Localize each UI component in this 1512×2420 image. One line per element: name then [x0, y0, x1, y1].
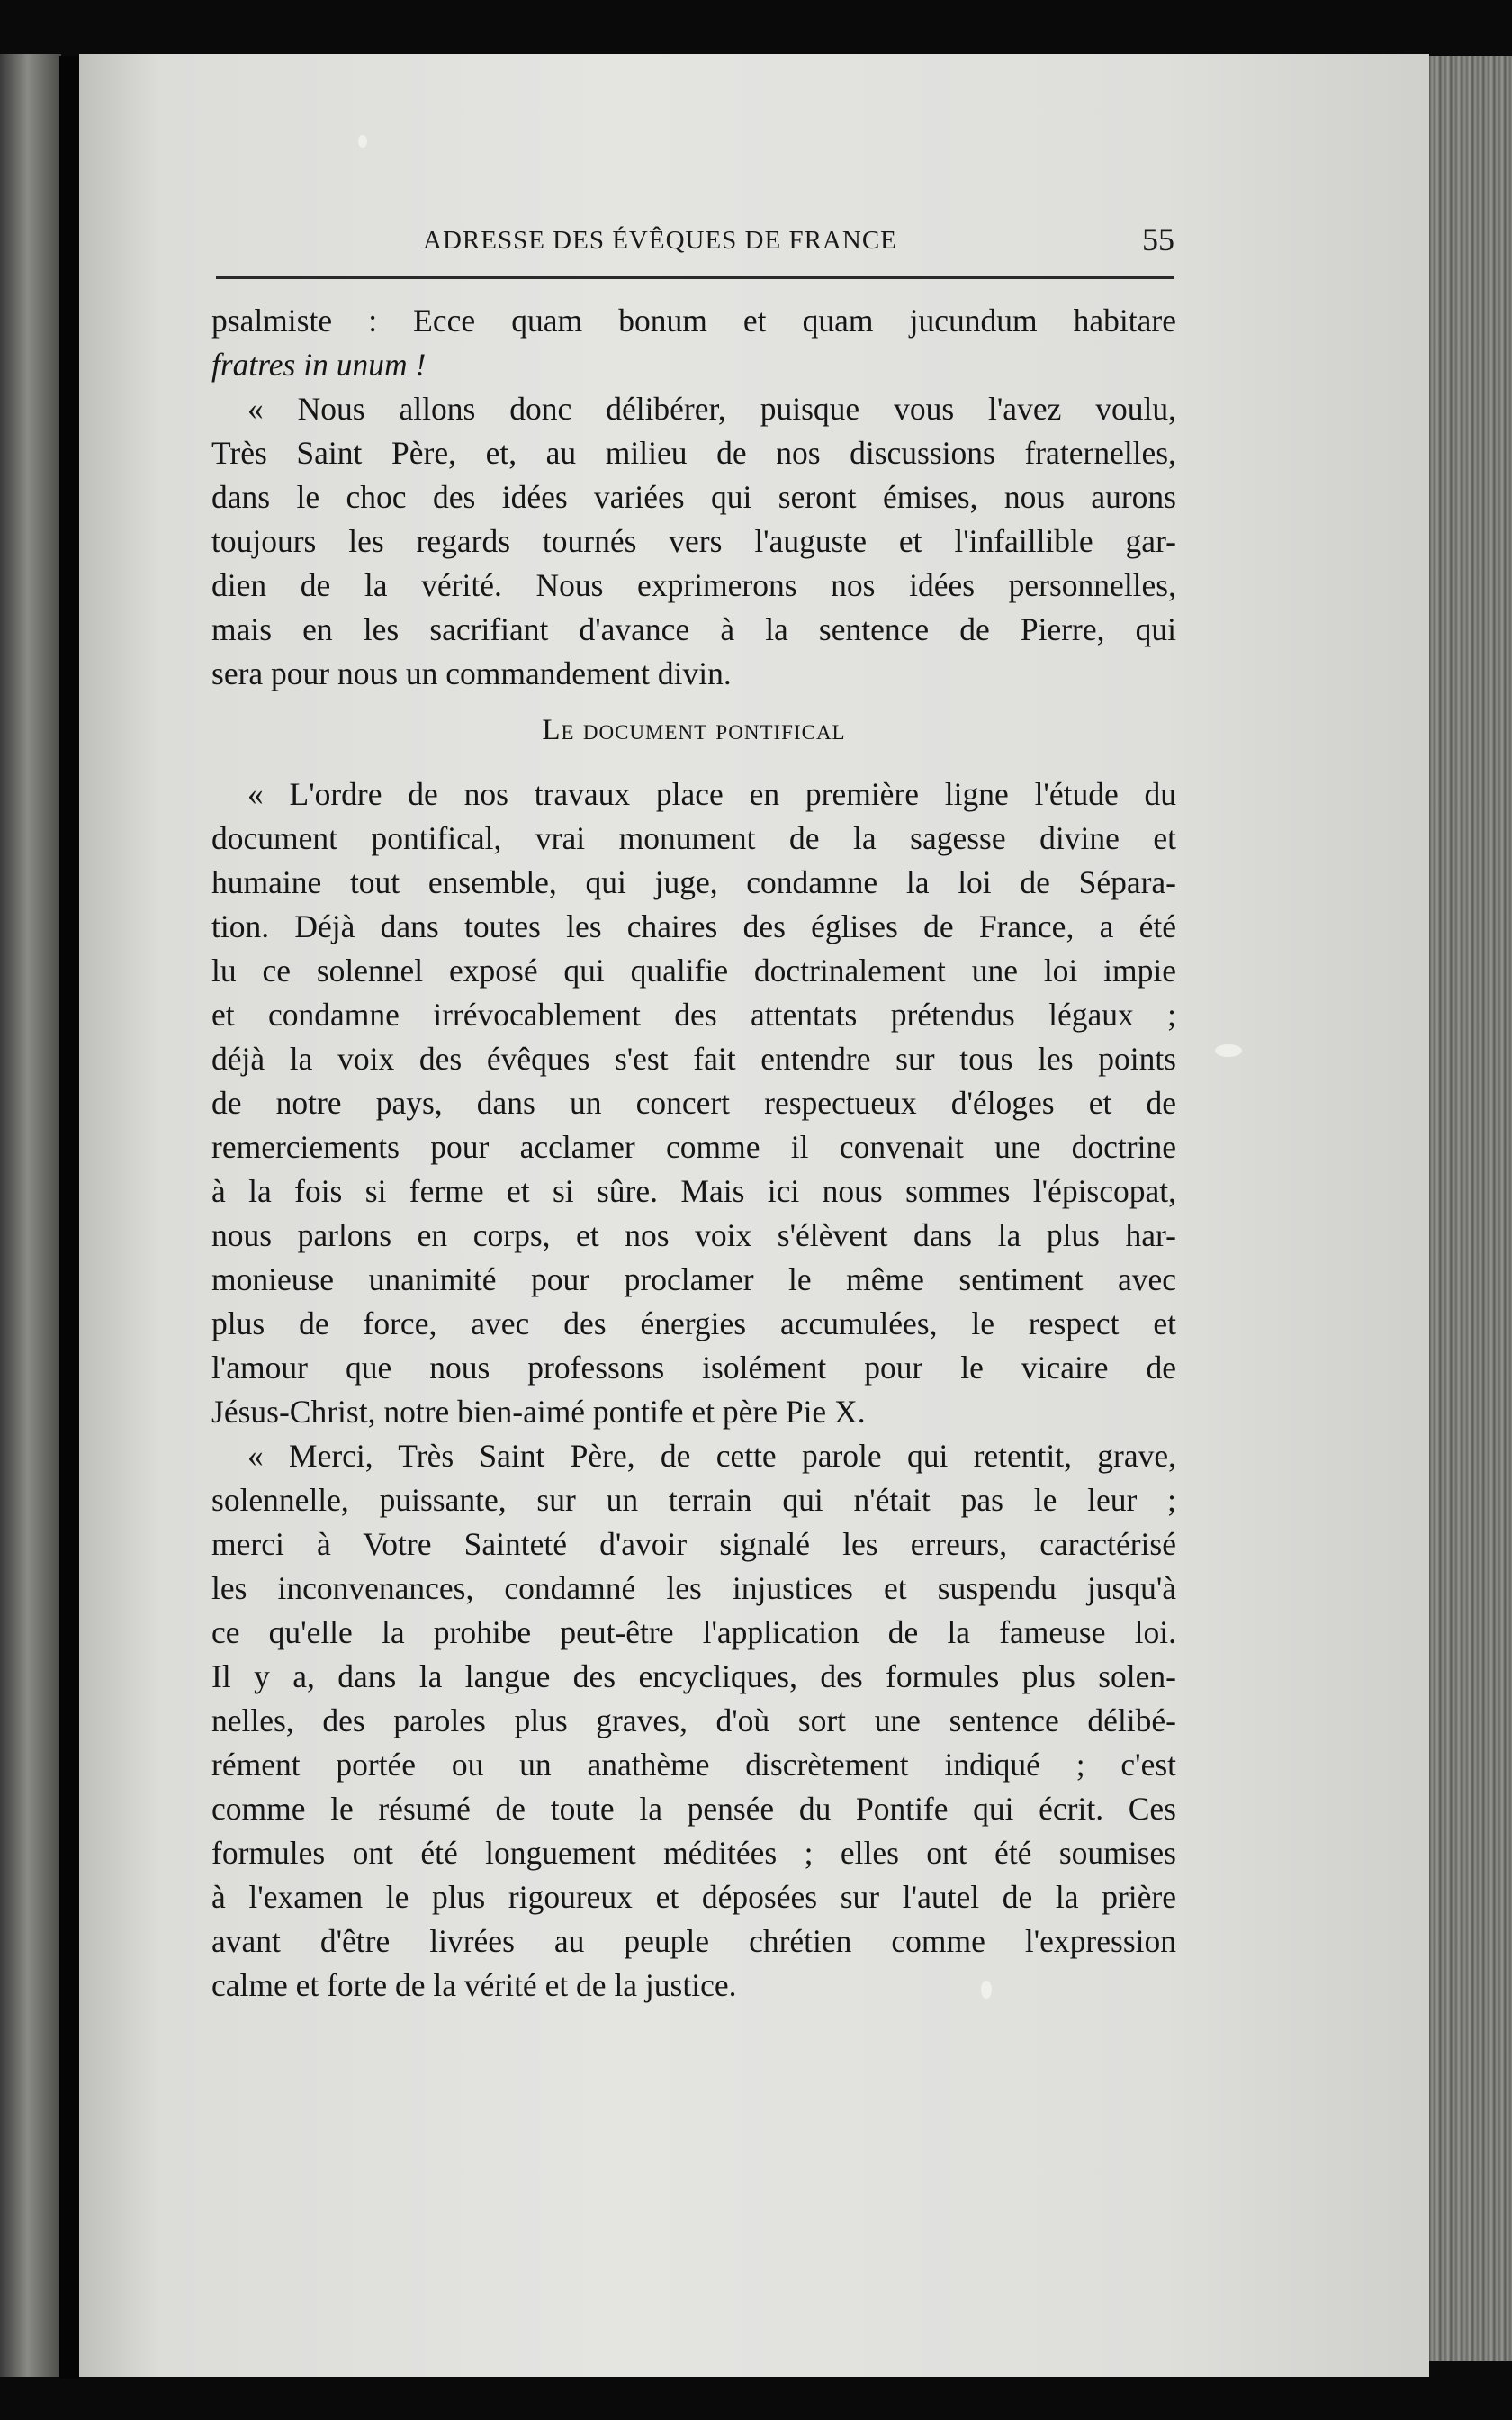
text-line: dien de la vérité. Nous exprimerons nos idées personnelles,	[212, 567, 1176, 603]
text-line: tion. Déjà dans toutes les chaires des églises de France, a été	[212, 908, 1176, 944]
text-line: dans le choc des idées variées qui seront émises, nous aurons	[212, 479, 1176, 515]
text-line: Très Saint Père, et, au milieu de nos discussions fraternelles,	[212, 435, 1176, 471]
text-line: psalmiste : Ecce quam bonum et quam jucundum habitare	[212, 302, 1176, 339]
text-line: ce qu'elle la prohibe peut-être l'application de la fameuse loi.	[212, 1614, 1176, 1650]
text-line: solennelle, puissante, sur un terrain qui n'était pas le leur ;	[212, 1482, 1176, 1518]
text-line: et condamne irrévocablement des attentats prétendus légaux ;	[212, 997, 1176, 1033]
text-line: merci à Votre Sainteté d'avoir signalé les erreurs, caractérisé	[212, 1526, 1176, 1562]
text-line: rément portée ou un anathème discrètement indiqué ; c'est	[212, 1747, 1176, 1783]
text-line: sera pour nous un commandement divin.	[212, 655, 732, 691]
page-number: 55	[1142, 221, 1174, 257]
paragraph-3	[212, 772, 1176, 1434]
text-line: Il y a, dans la langue des encycliques, des formules plus solen-	[212, 1658, 1176, 1694]
running-head-title: ADRESSE DES ÉVÊQUES DE FRANCE	[423, 226, 897, 255]
paper-speck	[358, 135, 367, 148]
paragraph-2	[212, 387, 1176, 696]
text-line: Jésus-Christ, notre bien-aimé pontife et père Pie X.	[212, 1394, 866, 1430]
text-line: l'amour que nous professons isolément pour le vicaire de	[212, 1350, 1176, 1386]
text-line: de notre pays, dans un concert respectueux d'éloges et de	[212, 1085, 1176, 1121]
section-heading: Le document pontifical	[542, 714, 846, 746]
text-line: « Nous allons donc délibérer, puisque vous l'avez voulu,	[248, 391, 1176, 427]
paper-speck	[1215, 1044, 1242, 1057]
text-line: humaine tout ensemble, qui juge, condamne la loi de Sépara-	[212, 864, 1176, 900]
text-line: les inconvenances, condamné les injustices et suspendu jusqu'à	[212, 1570, 1176, 1606]
gutter-shadow	[59, 56, 79, 2379]
text-line: nelles, des paroles plus graves, d'où sort une sentence délibé-	[212, 1702, 1176, 1738]
text-line: toujours les regards tournés vers l'auguste et l'infaillible gar-	[212, 523, 1176, 559]
text-line: formules ont été longuement méditées ; elles ont été soumises	[212, 1835, 1176, 1871]
text-line: monieuse unanimité pour proclamer le même sentiment avec	[212, 1261, 1176, 1297]
page-body	[212, 299, 1176, 2008]
running-head	[216, 221, 1174, 266]
text-line: nous parlons en corps, et nos voix s'élèvent dans la plus har-	[212, 1217, 1176, 1253]
text-line: plus de force, avec des énergies accumulées, le respect et	[212, 1305, 1176, 1341]
text-line: calme et forte de la vérité et de la justice.	[212, 1967, 737, 2003]
text-line: « Merci, Très Saint Père, de cette parole qui retentit, grave,	[248, 1438, 1176, 1474]
text-line: « L'ordre de nos travaux place en première ligne l'étude du	[248, 776, 1176, 812]
text-line: déjà la voix des évêques s'est fait entendre sur tous les points	[212, 1041, 1176, 1077]
text-line: remerciements pour acclamer comme il convenait une doctrine	[212, 1129, 1176, 1165]
text-line: à l'examen le plus rigoureux et déposées sur l'autel de la prière	[212, 1879, 1176, 1915]
text-line: avant d'être livrées au peuple chrétien comme l'expression	[212, 1923, 1176, 1959]
paragraph-4	[212, 1434, 1176, 2008]
paragraph-1	[212, 299, 1176, 387]
page-stack-edge	[1429, 56, 1512, 2361]
text-line: mais en les sacrifiant d'avance à la sentence de Pierre, qui	[212, 611, 1176, 647]
header-rule	[216, 276, 1174, 279]
text-line: fratres in unum !	[212, 347, 427, 383]
text-line: à la fois si ferme et si sûre. Mais ici nous sommes l'épiscopat,	[212, 1173, 1176, 1209]
text-line: lu ce solennel exposé qui qualifie doctrinalement une loi impie	[212, 953, 1176, 989]
text-line: comme le résumé de toute la pensée du Pontife qui écrit. Ces	[212, 1791, 1176, 1827]
book-spine-edge	[0, 54, 61, 2377]
text-line: document pontifical, vrai monument de la sagesse divine et	[212, 820, 1176, 856]
